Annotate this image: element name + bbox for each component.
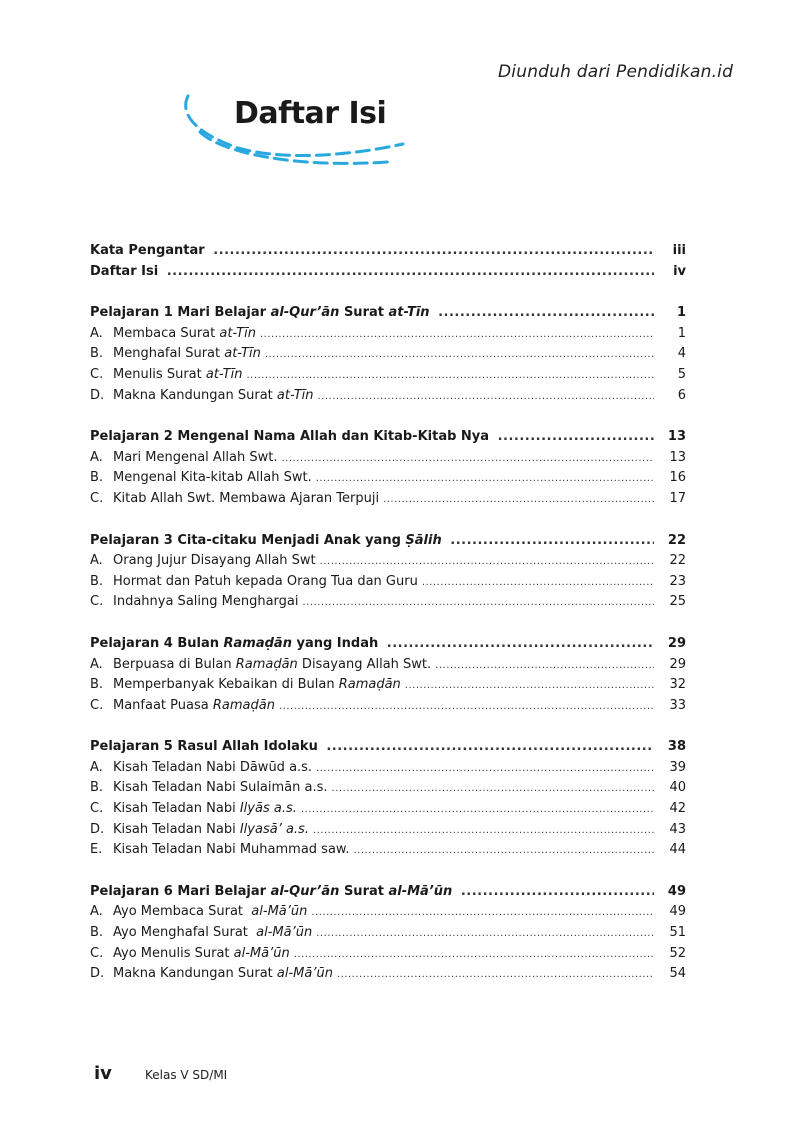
toc-title-part: Kisah Teladan Nabi Dāwūd a.s. (113, 759, 313, 775)
toc-item-row (90, 904, 686, 925)
toc-dot-leader (316, 763, 654, 774)
toc-dot-leader (213, 243, 654, 258)
toc-item-title (113, 760, 312, 775)
toc-page-number: 42 (669, 801, 686, 817)
toc-chapter-title (90, 533, 446, 548)
toc-page-number: 33 (669, 697, 686, 713)
toc-item-row (90, 822, 686, 843)
toc-dot-leader (282, 453, 655, 464)
toc-page-number: 17 (669, 490, 686, 506)
toc-dot-leader (294, 949, 654, 960)
toc-title-part: Menghafal Surat (113, 346, 225, 362)
toc-title-part: at-Tīn (388, 305, 430, 321)
page-title: Daftar Isi (234, 96, 387, 131)
toc-item-letter: D. (90, 821, 105, 837)
toc-chapter-title (90, 739, 322, 754)
toc-title-part: Kisah Teladan Nabi (113, 801, 240, 817)
toc-chapter-row (90, 739, 686, 760)
toc-title-part: at-Tīn (276, 387, 314, 403)
toc-page-number: 23 (669, 573, 686, 589)
toc-dot-leader (498, 429, 654, 444)
toc-title-part: Ramaḍān (223, 635, 292, 651)
toc-item-row (90, 780, 686, 801)
toc-title-part: Surat (339, 305, 389, 321)
toc-page-number: 32 (669, 677, 686, 693)
toc-title-part: Makna Kandungan Surat (113, 387, 277, 403)
toc-item-row (90, 677, 686, 698)
toc-page-number: iii (672, 243, 686, 258)
toc-title-part: Ayo Menghafal Surat (113, 925, 257, 941)
toc-item-letter: A. (90, 325, 103, 341)
toc-dot-leader (320, 556, 654, 567)
toc-dot-leader (311, 907, 654, 918)
toc-item-letter: A. (90, 449, 103, 465)
toc-item-title (113, 904, 307, 919)
toc-title-part: Kata Pengantar (90, 243, 210, 258)
toc-title-part: al-Mā’ūn (388, 883, 453, 899)
toc-dot-leader (303, 597, 655, 608)
toc-title-part: Surat (339, 883, 389, 899)
toc-page-number: 25 (669, 594, 686, 610)
toc-page-number: iv (673, 263, 686, 279)
toc-item-letter: C. (90, 490, 104, 506)
toc-dot-leader (301, 804, 654, 815)
toc-title-part (430, 305, 435, 320)
toc-dot-leader (167, 264, 654, 279)
toc-dot-leader (279, 701, 654, 712)
toc-title-part (452, 884, 457, 899)
toc-item-letter: C. (90, 594, 104, 610)
toc-item-title (113, 677, 401, 692)
toc-item-row (90, 594, 686, 615)
footer-book-title: Kelas V SD/MI (145, 1068, 228, 1082)
toc-title-part: Disayang Allah Swt. (297, 656, 432, 672)
toc-spacer (90, 512, 686, 533)
toc-item-title (113, 822, 309, 837)
toc-page-number: 52 (669, 945, 686, 961)
toc-item-letter: B. (90, 346, 104, 362)
toc-item-letter: D. (90, 966, 105, 982)
toc-title-part: Kitab Allah Swt. Membawa Ajaran Terpuji (113, 490, 380, 506)
toc-item-row (90, 553, 686, 574)
toc-dot-leader (383, 494, 654, 505)
toc-title-part: Pelajaran 1 Mari Belajar (90, 305, 271, 321)
toc-spacer (90, 408, 686, 429)
toc-spacer (90, 863, 686, 884)
toc-title-part: Ayo Menulis Surat (113, 945, 234, 961)
toc-title-part: Mengenal Kita-kitab Allah Swt. (113, 470, 312, 486)
toc-spacer (90, 615, 686, 636)
toc-chapter-row (90, 305, 686, 326)
toc-title-part: Pelajaran 4 Bulan (90, 635, 224, 651)
toc-item-title (113, 367, 242, 382)
toc-title-part: Ilyasā’ a.s. (239, 821, 309, 837)
toc-item-title (113, 966, 333, 981)
toc-item-title (113, 470, 312, 485)
toc-title-part: Mari Mengenal Allah Swt. (113, 449, 278, 465)
toc-page-number: 1 (676, 305, 686, 321)
toc-title-part: al-Mā’ūn (256, 925, 313, 941)
toc-title-part: al-Mā’ūn (233, 945, 290, 961)
toc-item-row (90, 346, 686, 367)
toc-item-row (90, 842, 686, 863)
toc-chapter-title (90, 429, 494, 444)
toc-chapter-row (90, 884, 686, 905)
toc-dot-leader (316, 928, 654, 939)
toc-item-letter: B. (90, 677, 104, 693)
toc-title-part: Ramaḍān (235, 656, 298, 672)
toc-item-row (90, 367, 686, 388)
toc-item-letter: B. (90, 573, 104, 589)
toc-page-number: 38 (667, 739, 686, 755)
toc-chapter-row (90, 243, 686, 264)
toc-item-letter: A. (90, 553, 103, 569)
toc-item-letter: B. (90, 925, 104, 941)
toc-title-part: at-Tīn (224, 346, 261, 362)
toc-dot-leader (337, 969, 654, 980)
toc-title-part: Menulis Surat (113, 366, 206, 382)
toc-dot-leader (332, 783, 654, 794)
toc-item-letter: A. (90, 904, 103, 920)
toc-item-row (90, 925, 686, 946)
toc-dot-leader (246, 370, 654, 381)
toc-spacer (90, 718, 686, 739)
toc-item-title (113, 594, 299, 609)
toc-item-title (113, 450, 278, 465)
toc-page-number: 22 (667, 532, 686, 548)
toc-spacer (90, 284, 686, 305)
toc-title-part: Ramaḍān (212, 697, 275, 713)
toc-dot-leader (405, 680, 654, 691)
toc-title-part: Ramaḍān (338, 677, 401, 693)
toc-dot-leader (313, 825, 654, 836)
toc-title-part: Pelajaran 5 Rasul Allah Idolaku (90, 739, 323, 755)
toc-item-row (90, 450, 686, 471)
toc-dot-leader (461, 884, 654, 899)
toc-dot-leader (422, 577, 654, 588)
toc-chapter-title (90, 636, 383, 651)
toc-chapter-row (90, 636, 686, 657)
toc-item-title (113, 780, 328, 795)
toc-item-row (90, 698, 686, 719)
toc-item-letter: E. (90, 842, 103, 858)
toc-item-row (90, 760, 686, 781)
toc-title-part: Kisah Teladan Nabi Sulaimān a.s. (113, 780, 328, 796)
toc-dot-leader (450, 533, 654, 548)
toc-item-title (113, 491, 379, 506)
toc-item-row (90, 388, 686, 409)
toc-title-part: Pelajaran 6 Mari Belajar (90, 883, 271, 899)
toc-item-row (90, 326, 686, 347)
toc-chapter-title (90, 264, 163, 279)
toc-item-title (113, 946, 290, 961)
toc-title-part: Ayo Membaca Surat (113, 904, 252, 920)
toc-chapter-row (90, 429, 686, 450)
toc-dot-leader (353, 845, 654, 856)
toc-title-part (442, 533, 447, 548)
toc-title-part: yang Indah (291, 635, 383, 651)
toc-title-part: al-Mā’ūn (251, 904, 308, 920)
toc-item-row (90, 574, 686, 595)
toc-title-part: Memperbanyak Kebaikan di Bulan (113, 677, 339, 693)
toc-page-number: 44 (669, 842, 686, 858)
toc-page-number: 1 (677, 325, 686, 341)
toc-title-part: Pelajaran 3 Cita-citaku Menjadi Anak yang (90, 532, 406, 548)
toc-title-part: Berpuasa di Bulan (113, 656, 236, 672)
toc-item-title (113, 346, 261, 361)
toc-title-part: at-Tīn (205, 366, 243, 382)
toc-item-letter: A. (90, 656, 103, 672)
toc-item-row (90, 491, 686, 512)
toc-item-title (113, 801, 297, 816)
toc-item-letter: B. (90, 470, 104, 486)
toc-title-part: Manfaat Puasa (113, 697, 213, 713)
toc-item-letter: C. (90, 697, 104, 713)
toc-item-row (90, 801, 686, 822)
toc-page-number: 40 (669, 780, 686, 796)
toc-title-part: Orang Jujur Disayang Allah Swt (113, 553, 316, 569)
toc-dot-leader (260, 329, 654, 340)
toc-chapter-title (90, 305, 434, 320)
toc-item-row (90, 966, 686, 987)
toc-title-part: Kisah Teladan Nabi Muhammad saw. (113, 842, 350, 858)
toc-item-row (90, 470, 686, 491)
toc-page-number: 6 (677, 387, 686, 403)
toc-page-number: 13 (667, 429, 686, 445)
toc-item-title (113, 388, 314, 403)
toc-item-letter: B. (90, 780, 104, 796)
toc-title-part: Daftar Isi (90, 263, 163, 279)
toc-title-part: al-Qur’ān (270, 883, 340, 899)
toc-title-part: Indahnya Saling Menghargai (113, 594, 299, 610)
toc-item-title (113, 574, 418, 589)
toc-chapter-row (90, 533, 686, 554)
toc-title-part: al-Mā’ūn (276, 966, 333, 982)
toc-title-part: al-Qur’ān (270, 305, 340, 321)
toc-page-number: 49 (669, 904, 686, 920)
toc-title-part: Membaca Surat (113, 325, 220, 341)
footer-page-number: iv (94, 1063, 112, 1084)
toc-dot-leader (438, 305, 654, 320)
toc-dot-leader (435, 660, 654, 671)
toc-title-part: Makna Kandungan Surat (113, 966, 277, 982)
toc-item-row (90, 657, 686, 678)
toc-page-number: 29 (667, 635, 686, 651)
toc-dot-leader (387, 636, 654, 651)
toc-item-letter: D. (90, 387, 105, 403)
toc-page-number: 54 (669, 966, 686, 982)
toc-page-number: 13 (669, 449, 686, 465)
toc-page-number: 4 (677, 346, 686, 362)
toc-dot-leader (316, 473, 654, 484)
toc-page-number: 22 (669, 553, 686, 569)
toc-dot-leader (265, 349, 654, 360)
watermark-text: Diunduh dari Pendidikan.id (498, 62, 734, 82)
toc-title-part: Pelajaran 2 Mengenal Nama Allah dan Kitab-Kitab Nya (90, 429, 494, 445)
toc-page-number: 29 (669, 656, 686, 672)
toc-title-part: at-Tīn (219, 325, 256, 341)
toc-page-number: 39 (669, 759, 686, 775)
toc-title-part: Hormat dan Patuh kepada Orang Tua dan Guru (113, 573, 418, 589)
toc-page-number: 43 (669, 821, 686, 837)
toc-title-part: Ṣālih (405, 532, 442, 548)
toc-chapter-row (90, 264, 686, 285)
toc-item-letter: C. (90, 945, 104, 961)
toc-page-number: 16 (669, 470, 686, 486)
toc-chapter-title (90, 884, 457, 899)
toc-chapter-title (90, 243, 209, 258)
toc-page-number: 5 (677, 366, 686, 382)
toc-item-letter: A. (90, 759, 103, 775)
toc-item-title (113, 842, 349, 857)
toc-page-number: 49 (667, 883, 686, 899)
toc-item-title (113, 657, 431, 672)
toc-dot-leader (318, 391, 654, 402)
toc-dot-leader (326, 739, 654, 754)
toc-title-part: Ilyās a.s. (239, 801, 297, 817)
toc-item-letter: C. (90, 366, 104, 382)
toc-item-row (90, 946, 686, 967)
toc-title-part: Kisah Teladan Nabi (113, 821, 240, 837)
toc-item-title (113, 326, 256, 341)
toc-item-title (113, 698, 275, 713)
table-of-contents (90, 243, 686, 987)
toc-item-title (113, 925, 312, 940)
toc-page-number: 51 (669, 925, 686, 941)
toc-item-title (113, 553, 316, 568)
toc-item-letter: C. (90, 801, 104, 817)
